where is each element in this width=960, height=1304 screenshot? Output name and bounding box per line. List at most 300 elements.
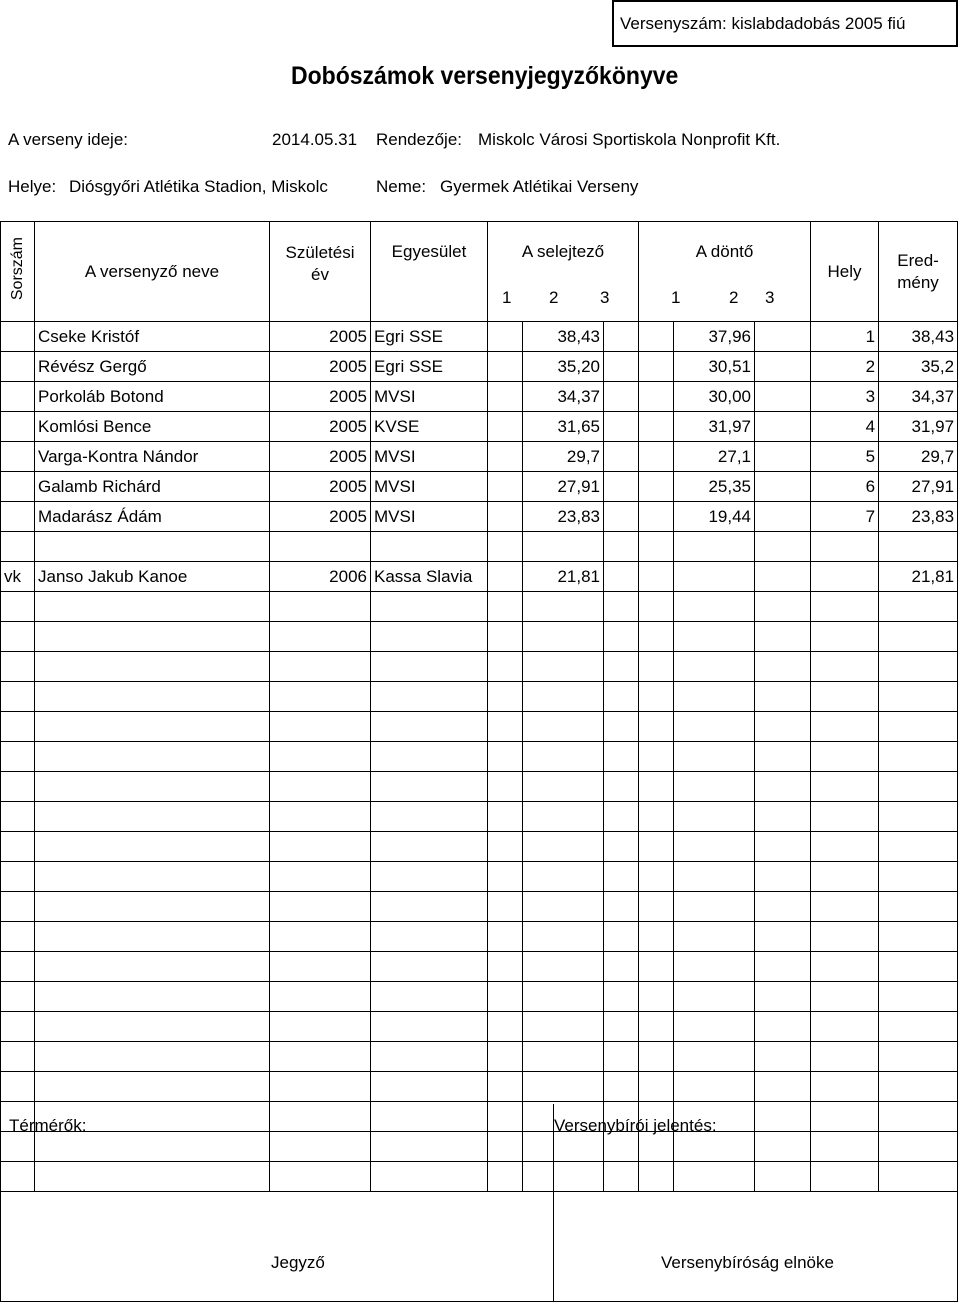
judges-label: Térmérők: (9, 1116, 87, 1135)
table-row (1, 892, 958, 922)
prelim-3-cell (604, 442, 639, 472)
result-cell (879, 622, 958, 652)
final-2-cell (674, 862, 755, 892)
place-cell (811, 622, 879, 652)
place-label: Helye: (8, 177, 57, 196)
result-cell: 21,81 (879, 562, 958, 592)
athlete-name-cell (35, 772, 270, 802)
table-row (1, 412, 958, 442)
row-number-cell (1, 982, 35, 1012)
prelim-1-cell (488, 982, 523, 1012)
prelim-2-cell (523, 682, 604, 712)
prelim-2-cell (523, 922, 604, 952)
birth-year-cell (270, 742, 371, 772)
final-3-cell (755, 682, 811, 712)
athlete-name-cell (35, 742, 270, 772)
athlete-name-cell (35, 712, 270, 742)
final-2-cell: 19,44 (674, 502, 755, 532)
date-label: A verseny ideje: (8, 130, 129, 149)
table-row (1, 562, 958, 592)
final-3-cell (755, 712, 811, 742)
place-cell: 2 (811, 352, 879, 382)
prelim-3-cell (604, 622, 639, 652)
birth-year-cell (270, 592, 371, 622)
birth-year-cell (270, 892, 371, 922)
prelim-1-cell (488, 502, 523, 532)
final-3-cell (755, 442, 811, 472)
page-title: Dobószámok versenyjegyzőkönyve (291, 62, 679, 90)
club-cell (371, 712, 488, 742)
birth-year-cell: 2005 (270, 352, 371, 382)
row-number-cell (1, 712, 35, 742)
place-cell (811, 922, 879, 952)
table-row (1, 322, 958, 352)
final-2-cell (674, 1042, 755, 1072)
final-2-cell: 25,35 (674, 472, 755, 502)
clerk-label: Jegyző (271, 1253, 325, 1272)
final-3-cell (755, 532, 811, 562)
birth-year-cell (270, 712, 371, 742)
row-number-cell (1, 592, 35, 622)
prelim-2-cell (523, 742, 604, 772)
place-cell: 6 (811, 472, 879, 502)
results-table (0, 221, 958, 1192)
result-cell (879, 832, 958, 862)
prelim-1-cell (488, 712, 523, 742)
athlete-name-cell: Madarász Ádám (35, 502, 270, 532)
row-number-cell: vk (1, 562, 35, 592)
result-cell (879, 982, 958, 1012)
prelim-2-cell (523, 652, 604, 682)
prelim-1-cell (488, 862, 523, 892)
final-2-cell: 30,00 (674, 382, 755, 412)
table-row (1, 592, 958, 622)
final-1-cell (639, 712, 674, 742)
type-label: Neme: (376, 177, 427, 196)
row-number-cell (1, 772, 35, 802)
final-3-cell (755, 772, 811, 802)
final-2-cell (674, 562, 755, 592)
athlete-name-cell (35, 862, 270, 892)
prelim-2-cell (523, 772, 604, 802)
prelim-3-cell (604, 382, 639, 412)
final-1-cell (639, 682, 674, 712)
final-2-cell (674, 532, 755, 562)
final-1-cell (639, 412, 674, 442)
birth-year-cell (270, 922, 371, 952)
table-row (1, 832, 958, 862)
final-3-cell (755, 832, 811, 862)
date-value: 2014.05.31 (272, 130, 358, 149)
prelim-1-cell (488, 1012, 523, 1042)
final-3-cell (755, 502, 811, 532)
prelim-2-cell (523, 712, 604, 742)
athlete-name-cell (35, 592, 270, 622)
prelim-2-cell: 38,43 (523, 322, 604, 352)
prelim-2-cell (523, 592, 604, 622)
prelim-1-cell (488, 562, 523, 592)
prelim-1-cell (488, 532, 523, 562)
birth-year-cell (270, 1042, 371, 1072)
athlete-name-cell (35, 1012, 270, 1042)
prelim-3-cell (604, 892, 639, 922)
club-cell (371, 742, 488, 772)
result-cell (879, 652, 958, 682)
club-cell: MVSI (371, 472, 488, 502)
club-cell (371, 892, 488, 922)
table-row (1, 862, 958, 892)
birth-year-cell: 2005 (270, 472, 371, 502)
athlete-name-cell: Galamb Richárd (35, 472, 270, 502)
place-cell (811, 772, 879, 802)
prelim-1-cell (488, 472, 523, 502)
prelim-3-cell (604, 652, 639, 682)
birth-year-cell (270, 952, 371, 982)
place-cell: 7 (811, 502, 879, 532)
row-number-cell (1, 472, 35, 502)
final-2-cell (674, 892, 755, 922)
athlete-name-cell: Komlósi Bence (35, 412, 270, 442)
final-1-cell (639, 532, 674, 562)
birth-year-cell: 2005 (270, 322, 371, 352)
prelim-1-cell (488, 952, 523, 982)
club-cell: Egri SSE (371, 322, 488, 352)
final-1-cell (639, 652, 674, 682)
prelim-1-cell (488, 322, 523, 352)
club-cell (371, 532, 488, 562)
prelim-3-cell (604, 682, 639, 712)
row-number-cell (1, 622, 35, 652)
final-1-cell (639, 862, 674, 892)
birth-year-cell (270, 862, 371, 892)
place-cell (811, 682, 879, 712)
prelim-2-cell: 21,81 (523, 562, 604, 592)
table-row (1, 1042, 958, 1072)
birth-year-cell: 2005 (270, 442, 371, 472)
final-1-cell (639, 472, 674, 502)
prelim-2-cell (523, 1012, 604, 1042)
prelim-2-cell (523, 982, 604, 1012)
athlete-name-cell: Porkoláb Botond (35, 382, 270, 412)
place-cell (811, 592, 879, 622)
final-3-cell (755, 562, 811, 592)
report-label: Versenybírói jelentés: (554, 1116, 717, 1135)
final-1-cell (639, 772, 674, 802)
final-3-cell (755, 322, 811, 352)
final-1-cell (639, 1072, 674, 1102)
place-cell (811, 652, 879, 682)
place-cell: 3 (811, 382, 879, 412)
final-2-cell (674, 682, 755, 712)
club-cell (371, 952, 488, 982)
final-3-cell (755, 952, 811, 982)
place-cell (811, 1012, 879, 1042)
place-cell (811, 832, 879, 862)
prelim-1-cell (488, 412, 523, 442)
prelim-2-cell: 27,91 (523, 472, 604, 502)
club-cell (371, 982, 488, 1012)
club-cell: MVSI (371, 382, 488, 412)
prelim-2-cell (523, 862, 604, 892)
athlete-name-cell (35, 922, 270, 952)
athlete-name-cell (35, 622, 270, 652)
birth-year-cell (270, 1012, 371, 1042)
place-cell (811, 562, 879, 592)
place-cell (811, 862, 879, 892)
birth-year-cell: 2006 (270, 562, 371, 592)
club-cell (371, 862, 488, 892)
final-1-cell (639, 742, 674, 772)
prelim-3-cell (604, 712, 639, 742)
prelim-2-cell: 23,83 (523, 502, 604, 532)
organizer-value: Miskolc Városi Sportiskola Nonprofit Kft. (478, 130, 781, 149)
prelim-2-cell: 35,20 (523, 352, 604, 382)
row-number-cell (1, 922, 35, 952)
final-3-cell (755, 862, 811, 892)
club-cell: Kassa Slavia (371, 562, 488, 592)
row-number-cell (1, 532, 35, 562)
row-number-cell (1, 802, 35, 832)
prelim-1-cell (488, 652, 523, 682)
final-2-cell (674, 1012, 755, 1042)
prelim-3-cell (604, 772, 639, 802)
prelim-3-cell (604, 352, 639, 382)
result-cell (879, 892, 958, 922)
final-3-cell (755, 622, 811, 652)
prelim-2-cell (523, 1042, 604, 1072)
header-name: A versenyző neve (35, 222, 270, 322)
birth-year-cell (270, 832, 371, 862)
athlete-name-cell (35, 652, 270, 682)
final-3-cell (755, 472, 811, 502)
header-prelim: A selejtező 1 2 3 (488, 222, 639, 322)
row-number-cell (1, 442, 35, 472)
prelim-1-cell (488, 622, 523, 652)
final-1-cell (639, 1012, 674, 1042)
place-cell (811, 1072, 879, 1102)
row-number-cell (1, 382, 35, 412)
prelim-3-cell (604, 562, 639, 592)
final-1-cell (639, 592, 674, 622)
prelim-3-cell (604, 862, 639, 892)
birth-year-cell: 2005 (270, 502, 371, 532)
club-cell: Egri SSE (371, 352, 488, 382)
header-birth-year: Születési év (270, 222, 371, 322)
row-number-cell (1, 1072, 35, 1102)
prelim-3-cell (604, 412, 639, 442)
prelim-1-cell (488, 592, 523, 622)
prelim-2-cell: 34,37 (523, 382, 604, 412)
final-1-cell (639, 1042, 674, 1072)
table-row (1, 802, 958, 832)
place-cell: 4 (811, 412, 879, 442)
table-row (1, 502, 958, 532)
final-1-cell (639, 832, 674, 862)
prelim-3-cell (604, 922, 639, 952)
final-2-cell: 27,1 (674, 442, 755, 472)
prelim-1-cell (488, 772, 523, 802)
row-number-cell (1, 412, 35, 442)
birth-year-cell: 2005 (270, 412, 371, 442)
athlete-name-cell (35, 982, 270, 1012)
chair-label: Versenybíróság elnöke (661, 1253, 834, 1272)
prelim-1-cell (488, 922, 523, 952)
athlete-name-cell: Janso Jakub Kanoe (35, 562, 270, 592)
prelim-2-cell: 31,65 (523, 412, 604, 442)
final-2-cell (674, 982, 755, 1012)
club-cell (371, 592, 488, 622)
table-row (1, 682, 958, 712)
prelim-1-cell (488, 802, 523, 832)
table-row (1, 532, 958, 562)
table-row (1, 1072, 958, 1102)
place-cell: 5 (811, 442, 879, 472)
place-cell (811, 802, 879, 832)
club-cell (371, 1012, 488, 1042)
result-cell: 27,91 (879, 472, 958, 502)
club-cell (371, 1042, 488, 1072)
place-cell (811, 1042, 879, 1072)
place-cell (811, 742, 879, 772)
result-cell (879, 742, 958, 772)
table-row (1, 982, 958, 1012)
prelim-1-cell (488, 1042, 523, 1072)
table-row (1, 352, 958, 382)
prelim-2-cell (523, 802, 604, 832)
prelim-3-cell (604, 832, 639, 862)
place-cell (811, 532, 879, 562)
club-cell (371, 682, 488, 712)
result-cell (879, 592, 958, 622)
row-number-cell (1, 652, 35, 682)
result-cell (879, 1042, 958, 1072)
final-3-cell (755, 352, 811, 382)
place-value: Diósgyőri Atlétika Stadion, Miskolc (69, 177, 328, 196)
final-1-cell (639, 322, 674, 352)
result-cell: 23,83 (879, 502, 958, 532)
row-number-cell (1, 1042, 35, 1072)
final-1-cell (639, 382, 674, 412)
club-cell (371, 802, 488, 832)
prelim-1-cell (488, 892, 523, 922)
place-cell (811, 982, 879, 1012)
place-cell (811, 892, 879, 922)
prelim-2-cell (523, 622, 604, 652)
prelim-3-cell (604, 532, 639, 562)
prelim-2-cell (523, 1072, 604, 1102)
final-1-cell (639, 982, 674, 1012)
final-2-cell: 30,51 (674, 352, 755, 382)
birth-year-cell (270, 532, 371, 562)
header-club: Egyesület (371, 222, 488, 322)
birth-year-cell (270, 682, 371, 712)
table-row (1, 382, 958, 412)
final-3-cell (755, 1012, 811, 1042)
row-number-cell (1, 322, 35, 352)
birth-year-cell (270, 772, 371, 802)
place-cell: 1 (811, 322, 879, 352)
row-number-cell (1, 352, 35, 382)
prelim-1-cell (488, 352, 523, 382)
final-1-cell (639, 622, 674, 652)
athlete-name-cell (35, 952, 270, 982)
header-place: Hely (811, 222, 879, 322)
result-cell (879, 532, 958, 562)
prelim-1-cell (488, 742, 523, 772)
result-cell (879, 1012, 958, 1042)
row-number-cell (1, 742, 35, 772)
final-1-cell (639, 922, 674, 952)
athlete-name-cell (35, 682, 270, 712)
final-2-cell (674, 1072, 755, 1102)
final-1-cell (639, 892, 674, 922)
place-cell (811, 712, 879, 742)
table-row (1, 772, 958, 802)
final-2-cell (674, 832, 755, 862)
row-number-cell (1, 952, 35, 982)
result-cell (879, 712, 958, 742)
prelim-1-cell (488, 442, 523, 472)
final-2-cell: 31,97 (674, 412, 755, 442)
row-number-cell (1, 892, 35, 922)
final-2-cell (674, 622, 755, 652)
row-number-cell (1, 682, 35, 712)
prelim-3-cell (604, 472, 639, 502)
club-cell (371, 652, 488, 682)
header-final: A döntő 1 2 3 (639, 222, 811, 322)
final-2-cell (674, 802, 755, 832)
club-cell: KVSE (371, 412, 488, 442)
place-cell (811, 952, 879, 982)
prelim-3-cell (604, 952, 639, 982)
table-row (1, 442, 958, 472)
prelim-2-cell (523, 892, 604, 922)
organizer-label: Rendezője: (376, 130, 463, 149)
athlete-name-cell (35, 802, 270, 832)
club-cell: MVSI (371, 502, 488, 532)
result-cell: 29,7 (879, 442, 958, 472)
final-2-cell (674, 742, 755, 772)
result-cell (879, 772, 958, 802)
final-2-cell: 37,96 (674, 322, 755, 352)
athlete-name-cell (35, 1072, 270, 1102)
club-cell (371, 922, 488, 952)
prelim-1-cell (488, 382, 523, 412)
result-cell: 34,37 (879, 382, 958, 412)
final-2-cell (674, 652, 755, 682)
prelim-3-cell (604, 592, 639, 622)
result-cell: 38,43 (879, 322, 958, 352)
birth-year-cell (270, 982, 371, 1012)
result-cell: 31,97 (879, 412, 958, 442)
final-3-cell (755, 382, 811, 412)
final-1-cell (639, 562, 674, 592)
final-3-cell (755, 1072, 811, 1102)
table-row (1, 952, 958, 982)
birth-year-cell (270, 1072, 371, 1102)
final-3-cell (755, 412, 811, 442)
final-3-cell (755, 592, 811, 622)
birth-year-cell: 2005 (270, 382, 371, 412)
result-cell (879, 922, 958, 952)
prelim-3-cell (604, 1072, 639, 1102)
club-cell (371, 772, 488, 802)
prelim-3-cell (604, 322, 639, 352)
prelim-2-cell (523, 952, 604, 982)
table-row (1, 652, 958, 682)
athlete-name-cell: Varga-Kontra Nándor (35, 442, 270, 472)
club-cell (371, 832, 488, 862)
